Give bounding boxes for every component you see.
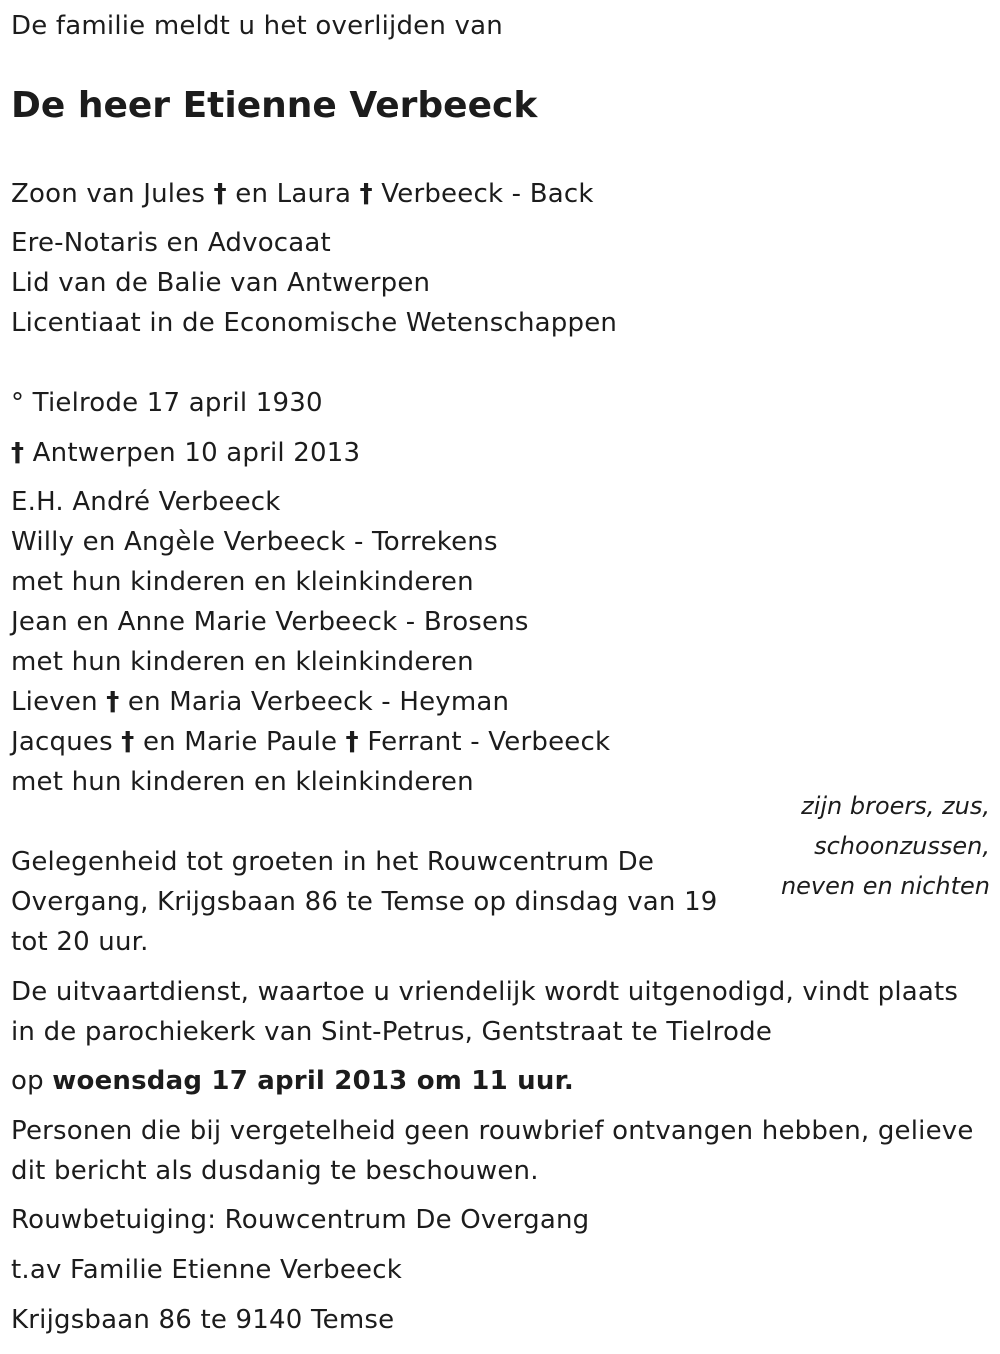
jacques-name: Jacques: [11, 727, 113, 757]
deceased-name: De heer Etienne Verbeeck: [11, 85, 538, 126]
jacques-middle: en Marie Paule: [142, 727, 338, 757]
jacques-rest: Ferrant - Verbeeck: [367, 727, 611, 757]
family-line-children-3: met hun kinderen en kleinkinderen: [11, 767, 474, 797]
condolences-line-3: Krijgsbaan 86 te 9140 Temse: [11, 1305, 395, 1335]
title-line-3: Licentiaat in de Economische Wetenschappen: [11, 308, 618, 338]
service-time-line: [11, 1061, 574, 1101]
parents-middle: en Laura: [235, 179, 352, 209]
intro-text: De familie meldt u het overlijden van: [11, 11, 503, 41]
title-line-1: Ere-Notaris en Advocaat: [11, 228, 331, 258]
family-line-willy: Willy en Angèle Verbeeck - Torrekens: [11, 527, 498, 557]
service-text: De uitvaartdienst, waartoe u vriendelijk wordt uitgenodigd, vindt plaats in de parochiekerk van Sint-Petrus, Gentstraat te Tielrode: [11, 977, 959, 1047]
visitation-text: Gelegenheid tot groeten in het Rouwcentrum De Overgang, Krijgsbaan 86 te Temse op dinsdag van 19 tot 20 uur.: [11, 847, 718, 957]
death-line: [11, 433, 360, 473]
relatives-line-2: schoonzussen,: [814, 832, 990, 860]
parents-line: [11, 174, 594, 214]
condolences-line-1: Rouwbetuiging: Rouwcentrum De Overgang: [11, 1205, 590, 1235]
condolences-line-2: t.av Familie Etienne Verbeeck: [11, 1255, 402, 1285]
cross-icon: †: [106, 687, 120, 717]
service-time-prefix: op: [11, 1066, 44, 1096]
cross-icon: †: [11, 438, 25, 468]
birth-line: ° Tielrode 17 april 1930: [11, 388, 323, 418]
family-line-andre: E.H. André Verbeeck: [11, 487, 281, 517]
lieven-rest: en Maria Verbeeck - Heyman: [127, 687, 510, 717]
relatives-line-3: neven en nichten: [780, 872, 990, 900]
family-line-children-1: met hun kinderen en kleinkinderen: [11, 567, 474, 597]
family-line-jacques: [11, 722, 610, 762]
cross-icon: †: [213, 179, 227, 209]
cross-icon: †: [345, 727, 359, 757]
cross-icon: †: [121, 727, 135, 757]
family-line-children-2: met hun kinderen en kleinkinderen: [11, 647, 474, 677]
parents-prefix: Zoon van Jules: [11, 179, 206, 209]
notice-text: Personen die bij vergetelheid geen rouwbrief ontvangen hebben, gelieve dit bericht als dusdanig te beschouwen.: [11, 1116, 974, 1186]
family-line-lieven: [11, 682, 509, 722]
service-time-bold: woensdag 17 april 2013 om 11 uur.: [52, 1066, 574, 1096]
relatives-line-1: zijn broers, zus,: [801, 792, 990, 820]
title-line-2: Lid van de Balie van Antwerpen: [11, 268, 431, 298]
death-text: Antwerpen 10 april 2013: [32, 438, 361, 468]
lieven-name: Lieven: [11, 687, 98, 717]
cross-icon: †: [359, 179, 373, 209]
relatives-signoff: [730, 786, 990, 906]
parents-suffix: Verbeeck - Back: [381, 179, 594, 209]
family-line-jean: Jean en Anne Marie Verbeeck - Brosens: [11, 607, 529, 637]
